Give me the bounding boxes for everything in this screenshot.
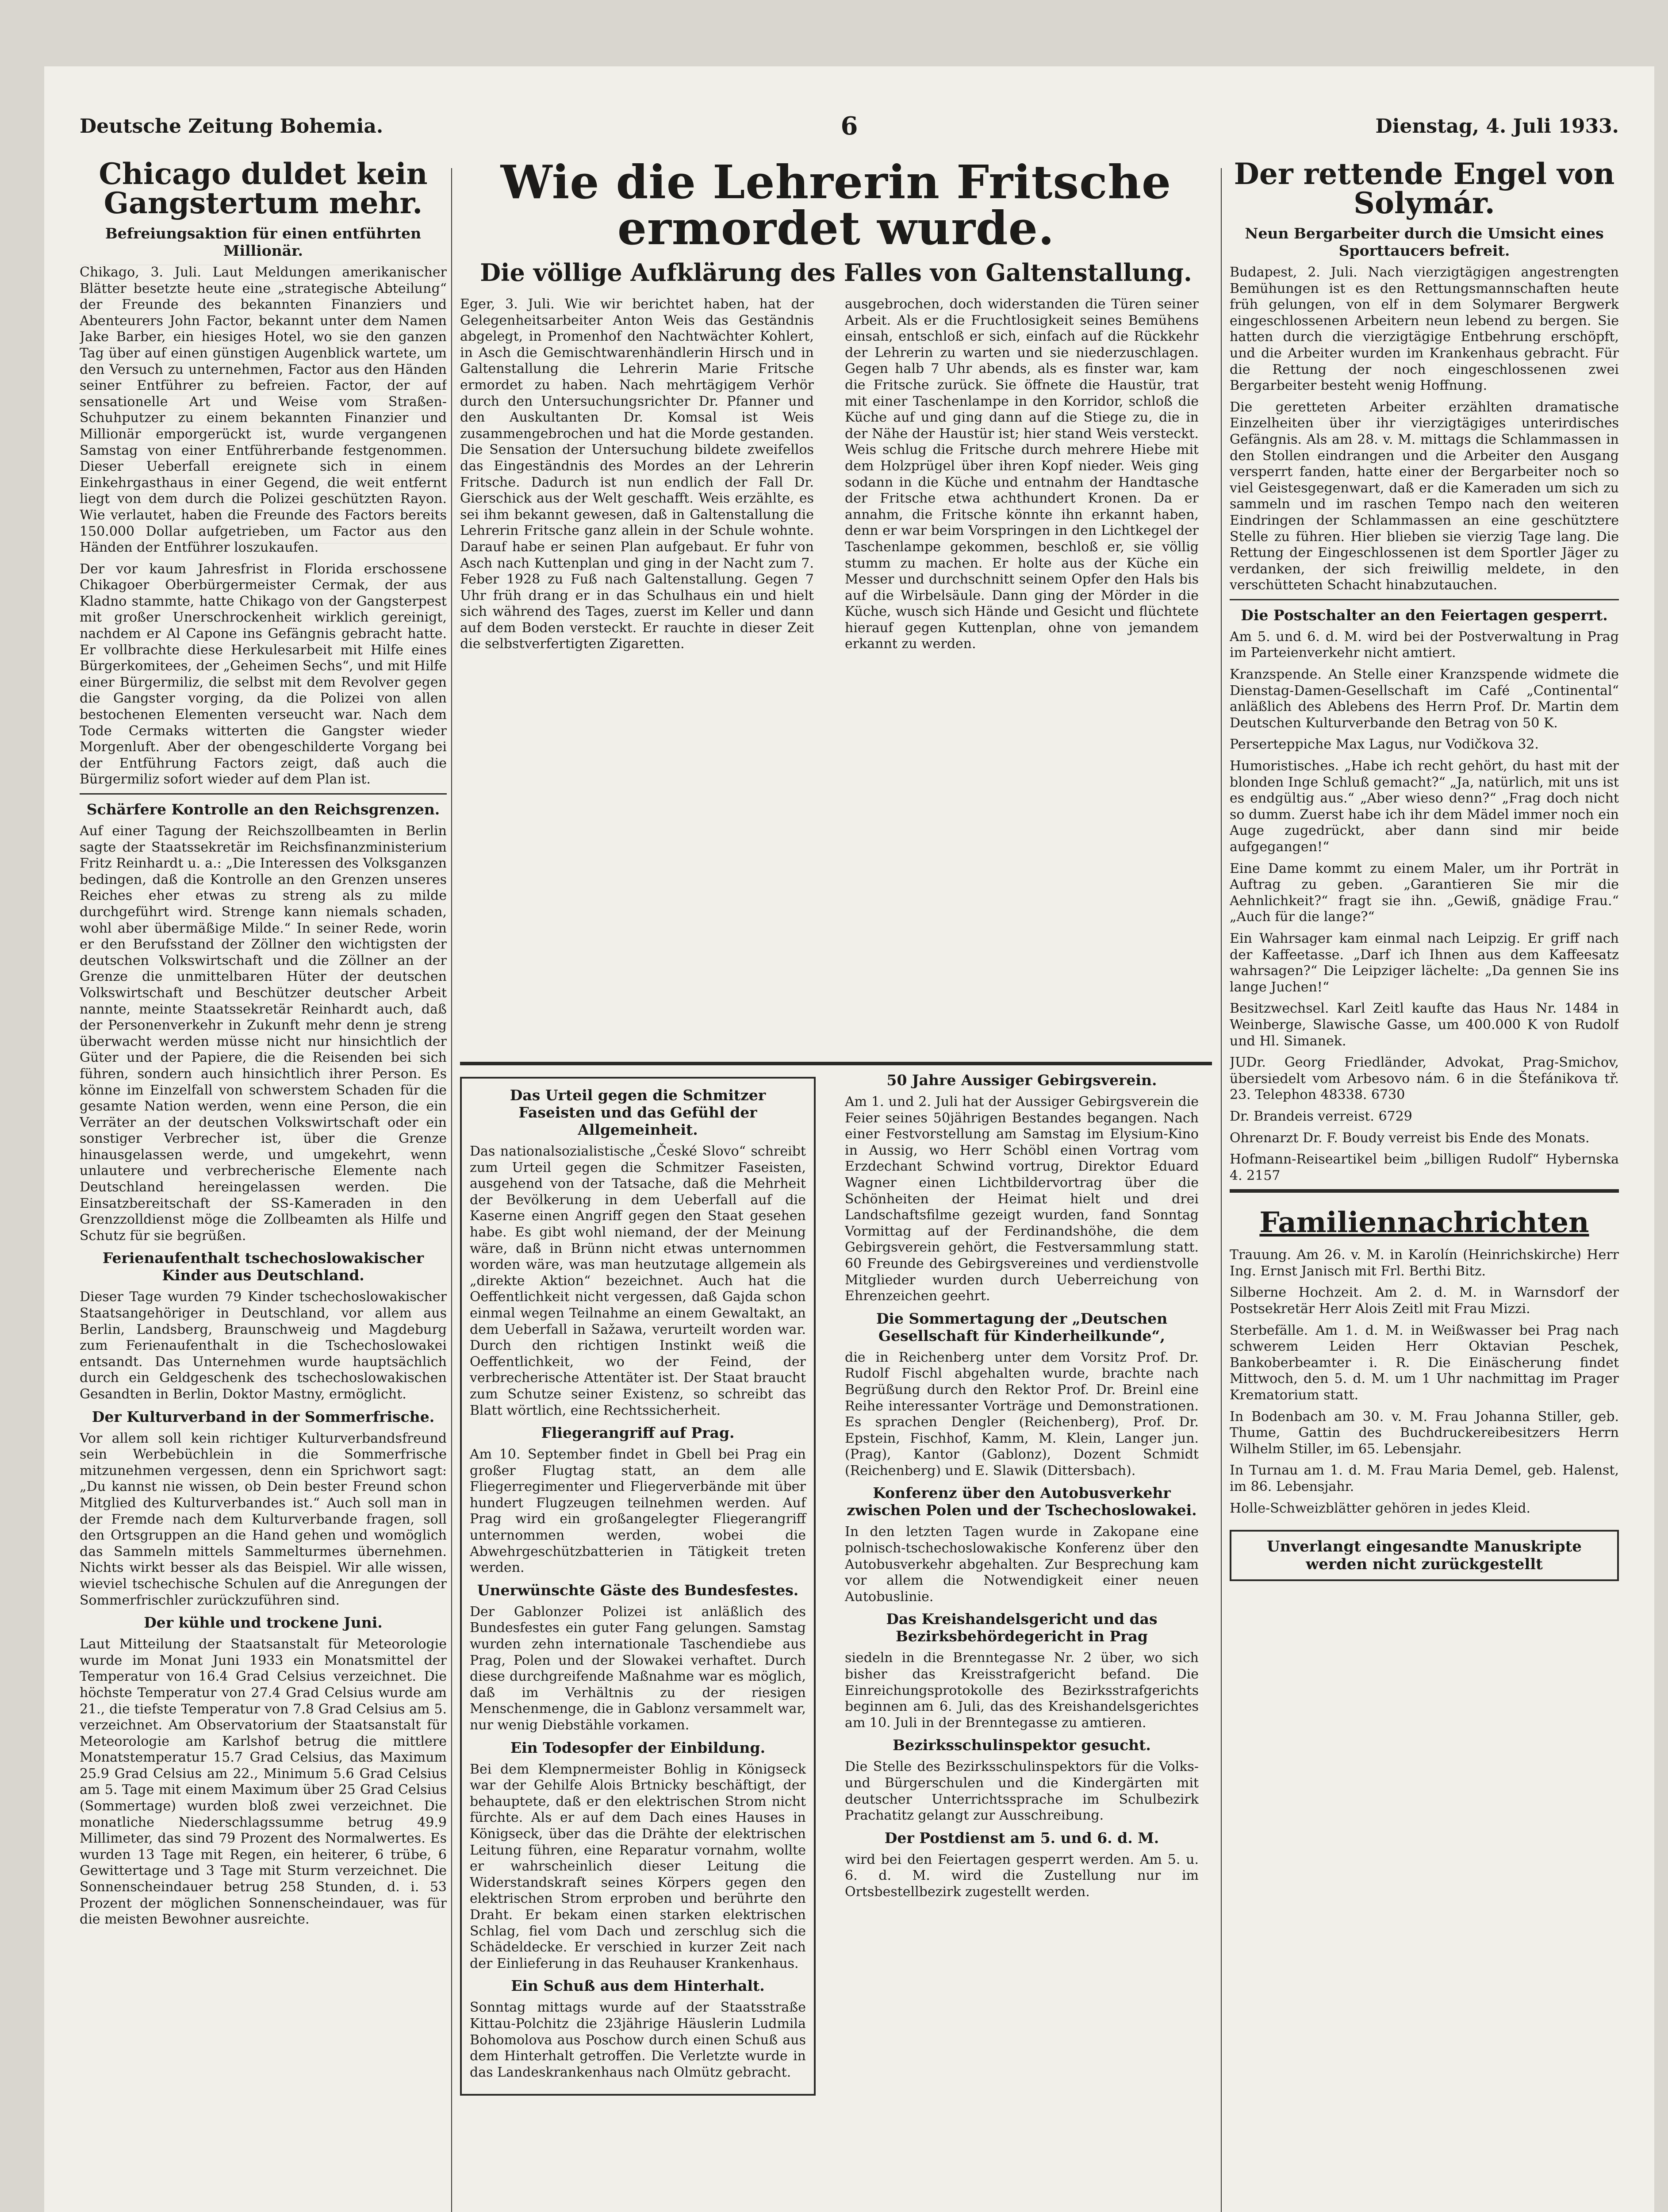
family-notice: In Turnau am 1. d. M. Frau Maria Demel, geb. Halenst, im 86. Lebensjahr. xyxy=(1230,1463,1619,1494)
notice-body: Am 5. und 6. d. M. wird bei der Postverwaltung in Prag im Parteienverkehr nicht amtiert. xyxy=(1230,629,1619,661)
article-body: Budapest, 2. Juli. Nach vierzigtägigen angestrengten Bemühungen ist es den Rettungsmannschaften heute früh gelungen, von elf in dem Solymarer Bergwerk eingeschlossenen Arbeitern neun lebend zu bergen. Sie hatten durch die vierzigtägige Entbehrung erschöpft, und die Arbeiter wurden im Krankenhaus gebracht. Für die Rettung der noch eingeschlossenen zwei Bergarbeiter besteht wenig Hoffnung. xyxy=(1230,265,1619,394)
advertisement xyxy=(1230,1109,1619,1125)
article-body: Chikago, 3. Juli. Laut Meldungen amerikanischer Blätter besetzte heute eine „strategische Abteilung“ der Freunde des bekannten Finanziers und Abenteurers John Factor, bekannt unter dem Namen Jake Barber, ein hiesiges Hotel, wo sie den ganzen Tag über auf einen günstigen Augenblick wartete, um den Versuch zu unternehmen, Factor aus den Händen seiner Entführer zu befreien. Factor, der auf sensationelle Art und Weise vom Straßen-Schuhputzer zu einem bekannten Finanzier und Millionär emporgerückt ist, wurde vergangenen Samstag von einer Entführerbande festgenommen. Dieser Ueberfall ereignete sich in einem Einkehrgasthaus in einer Gegend, die weit entfernt liegt von dem durch die Polizei geschützten Rayon. Wie verlautet, haben die Freunde des Factors bereits 150.000 Dollar aufgetrieben, um Factor aus den Händen der Entführer loszukaufen. xyxy=(80,265,447,556)
brief-body: wird bei den Feiertagen gesperrt werden. Am 5. u. 6. d. M. wird die Zustellung nur im Ortsbestellbezirk zugestellt werden. xyxy=(845,1851,1199,1900)
article-body: Die geretteten Arbeiter erzählten dramatische Einzelheiten über ihr vierzigtägiges unterirdisches Gefängnis. Als am 28. v. M. mittags die Schlammassen in den Stollen eindrangen und die Arbeiter den Ausgang versperrt fanden, hatte einer der Bergarbeiter noch so viel Geistesgegenwart, daß er die Kameraden um sich zu sammeln und im raschen Tempo nach den weiteren Eindringen der Schlammassen an eine geschütztere Stelle zu führen. Hier blieben sie vierzig Tage lang. Die Rettung der Eingeschlossenen ist dem Sportler Jäger zu verdanken, der sich freiwillig meldete, in den verschütteten Schacht hinabzutauchen. xyxy=(1230,399,1619,593)
lead-headline: Wie die Lehrerin Fritsche ermordet wurde. xyxy=(500,159,1172,255)
brief-headline: Unerwünschte Gäste des Bundesfestes. xyxy=(477,1581,799,1599)
brief-headline: Ein Schuß aus dem Hinterhalt. xyxy=(511,1977,765,1995)
notice-headline-post: Die Postschalter an den Feiertagen gesperrt. xyxy=(1241,606,1608,624)
humor-item: Eine Dame kommt zu einem Maler, um ihr Porträt in Auftrag zu geben. „Garantieren Sie mir die Aehnlichkeit?“ fragt sie ihn. „Gewiß, gnädige Frau.“ „Auch für die lange?“ xyxy=(1230,860,1619,925)
column-left xyxy=(80,159,447,2212)
column-center xyxy=(460,159,1212,2212)
brief-body: Das nationalsozialistische „České Slovo“ schreibt zum Urteil gegen die Schmitzer Faseisten, ausgehend von der Tatsache, daß die Mehrheit der Bevölkerung in dem Ueberfall auf die Kaserne einen Angriff gegen den Staat gesehen habe. Es gibt wohl niemand, der der Meinung wäre, daß in Brünn nicht etwas unternommen worden wäre, was man heutzutage allgemein als „direkte Aktion“ bezeichnet. Auch hat die Oeffentlichkeit nicht vergessen, daß Gajda schon einmal wegen Teilnahme an einem Gewaltakt, an dem Ueberfall in Sažawa, verurteilt worden war. Durch den richtigen Instinkt weiß die Oeffentlichkeit, wo der Feind, der verbrecherische Attentäter ist. Der Staat braucht zum Schutze seiner Existenz, so schreibt das Blatt wörtlich, eine Rechtssicherheit. xyxy=(470,1144,806,1418)
brief-body: In den letzten Tagen wurde in Zakopane eine polnisch-tschechoslowakische Konferenz über den Autobusverkehr abgehalten. Zur Besprechung kam vor allem die Notwendigkeit einer neuen Autobuslinie. xyxy=(845,1524,1199,1605)
ad-text: Hofmann-Reiseartikel beim „billigen Rudolf“ Hybernska 4. xyxy=(1230,1152,1619,1183)
advertisement xyxy=(1230,1152,1619,1184)
brief-headline: Konferenz über den Autobusverkehr zwischen Polen und der Tschechoslowakei. xyxy=(847,1484,1197,1519)
family-notice: In Bodenbach am 30. v. M. Frau Johanna Stiller, geb. Thume, Gattin des Buchdruckereibesitzers Herrn Wilhelm Stiller, im 65. Lebensjahr. xyxy=(1230,1409,1619,1457)
manuscript-notice: Unverlangt eingesandte Manuskripte werden nicht zurückgestellt xyxy=(1230,1530,1619,1581)
lead-story-column-1 xyxy=(460,296,814,658)
brief-body: siedeln in die Brenntegasse Nr. 2 über, wo sich bisher das Kreisstrafgericht befand. Die Einreichungsprotokolle des Bezirksstrafgerichts beginnen am 6. Juli, das des Kreishandelsgerichtes am 10. Juli in der Brenntegasse zu amtieren. xyxy=(845,1650,1199,1731)
article-headline-ferien: Ferienaufenthalt tschechoslowakischer Kinder aus Deutschland. xyxy=(102,1249,424,1284)
masthead xyxy=(80,111,1619,146)
section-rule xyxy=(1230,1189,1619,1193)
article-body: ausgebrochen, doch widerstanden die Türen seiner Arbeit. Als er die Fruchtlosigkeit seines Bemühens einsah, entschloß er sich, einfach auf die Rückkehr der Lehrerin zu warten und sie niederzuschlagen. Gegen halb 7 Uhr abends, als es finster war, kam die Fritsche zurück. Sie öffnete die Haustür, trat mit einer Taschenlampe in den Korridor, schloß die Küche auf und ging dann auf die Stiege zu, die in der Nähe der Haustür ist; hier stand Weis versteckt. Weis schlug die Fritsche durch mehrere Hiebe mit dem Holzprügel über ihren Kopf nieder. Weis ging sodann in die Küche und entnahm der Handtasche der Fritsche etwa achthundert Kronen. Da er annahm, die Fritsche könnte ihn erkannt haben, denn er war beim Vorspringen in den Lichtkegel der Taschenlampe gekommen, beschloß er, sie völlig stumm zu machen. Er holte aus der Küche ein Messer und durchschnitt seinem Opfer den Hals bis auf die Wirbelsäule. Dann ging der Mörder in die Küche, wusch sich Hände und Gesicht und flüchtete hierauf gegen Kuttenplan, ohne von jemandem erkannt zu werden. xyxy=(845,296,1199,652)
brief-body: Bei dem Klempnermeister Bohlig in Königseck war der Gehilfe Alois Brtnicky beschäftigt, der behauptete, daß er den elektrischen Strom nicht fürchte. Als er auf dem Dach eines Hauses in Königseck, über das die Drähte der elektrischen Leitung führen, eine Reparatur vornahm, wollte er wahrscheinlich dieser Leitung die Widerstandskraft seines Körpers gegen den elektrischen Strom erproben und berührte den Draht. Er bekam einen starken elektrischen Schlag, fiel vom Dach und zerschlug sich die Schädeldecke. Er verschied in kurzer Zeit nach der Einlieferung in das Reuhauser Krankenhaus. xyxy=(470,1761,806,1971)
brief-body: Die Stelle des Bezirksschulinspektors für die Volks- und Bürgerschulen und die Kindergärten mit deutscher Unterrichtssprache im Schulbezirk Prachatitz gelangt zur Ausschreibung. xyxy=(845,1759,1199,1824)
brief-headline: Bezirksschulinspektor gesucht. xyxy=(893,1736,1151,1754)
article-headline-kontrolle: Schärfere Kontrolle an den Reichsgrenzen. xyxy=(86,801,440,818)
humor-item: Humoristisches. „Habe ich recht gehört, du hast mit der blonden Inge Schluß gemacht?“ „Ja, natürlich, mit uns ist es endgültig aus.“ „Aber wieso denn?“ „Frag doch nicht so dumm. Zuerst habe ich ihr dem Mädel immer noch ein Auge zugedrückt, aber dann sind mir beide aufgegangen!“ xyxy=(1230,758,1619,855)
family-notice: Holle-Schweizblätter gehören in jedes Kleid. xyxy=(1230,1500,1531,1516)
column-divider xyxy=(451,168,452,2212)
article-headline-juni: Der kühle und trockene Juni. xyxy=(144,1614,383,1632)
ad-number: 6730 xyxy=(1371,1087,1405,1103)
family-notice: Trauung. Am 26. v. M. in Karolín (Heinrichskirche) Herr Ing. Ernst Janisch mit Frl. Berthi Bitz. xyxy=(1230,1247,1619,1279)
brief-headline: Die Sommertagung der „Deutschen Gesellschaft für Kinderheilkunde“, xyxy=(876,1310,1168,1344)
humor-item: Ein Wahrsager kam einmal nach Leipzig. Er griff nach der Kaffeetasse. „Darf ich Ihnen aus dem Kaffeesatz wahrsagen?“ Die Leipziger lächelte: „Da gennen Sie ins lange Juchen!“ xyxy=(1230,930,1619,995)
lead-subhead: Die völlige Aufklärung des Falles von Galtenstallung. xyxy=(480,258,1192,287)
brief-headline: Das Urteil gegen die Schmitzer Faseisten und das Gefühl der Allgemeinheit. xyxy=(510,1087,766,1138)
section-rule xyxy=(460,1062,1212,1065)
article-body: Laut Mitteilung der Staatsanstalt für Meteorologie wurde im Monat Juni 1933 ein Monatsmittel der Temperatur von 16.4 Grad Celsius verzeichnet. Die höchste Temperatur von 27.4 Grad Celsius wurde am 21., die tiefste Temperatur von 7.8 Grad Celsius am 5. verzeichnet. Am Observatorium der Staatsanstalt für Meteorologie am Karlshof betrug die mittlere Monatstemperatur 15.7 Grad Celsius, das Maximum 25.9 Grad Celsius am 22., Minimum 5.6 Grad Celsius am 5. Tage mit einem Maximum über 25 Grad Celsius (Sommertage) wurden bloß zwei verzeichnet. Die monatliche Niederschlagssumme betrug 49.9 Millimeter, das sind 79 Prozent des Normalwertes. Es wurden 13 Tage mit Regen, ein heiterer, 6 trübe, 6 Gewittertage und 3 Tage mit Sturm verzeichnet. Die Sonnenscheindauer betrug 258 Stunden, d. i. 53 Prozent der möglichen Sonnenscheindauer, was für die meisten Bewohner ausreichte. xyxy=(80,1636,447,1928)
article-subhead-chicago: Befreiungsaktion für einen entführten Millionär. xyxy=(105,225,422,259)
advertisement: Ohrenarzt Dr. F. Boudy verreist bis Ende des Monats. xyxy=(1230,1130,1590,1146)
news-briefs xyxy=(460,1071,1212,2212)
article-body: Vor allem soll kein richtiger Kulturverbandsfreund sein Werbebüchlein in die Sommerfrische mitzunehmen vergessen, denn ein Sprichwort sagt: „Du kannst nie wissen, ob Dein bester Freund schon Mitglied des Kulturverbandes ist.“ Auch soll man in der Fremde nach dem Kulturverbande fragen, soll den Ortsgruppen an die Hand gehen und womöglich das Sammeln mittels Sammelturmes übernehmen. Nichts wirkt besser als das Beispiel. Wir alle wissen, wieviel tschechische Schulen auf die Anregungen der Sommerfrischler zurückzuführen sind. xyxy=(80,1430,447,1608)
brief-headline: Der Postdienst am 5. und 6. d. M. xyxy=(884,1829,1159,1847)
article-body: Dieser Tage wurden 79 Kinder tschechoslowakischer Staatsangehöriger in Deutschland, vor allem aus Berlin, Landsberg, Braunschweig und Magdeburg zum Ferienaufenthalt in die Tschechoslowakei entsandt. Das Unternehmen wurde hauptsächlich durch ein Geldgeschenk des tschechoslowakischen Gesandten in Berlin, Doktor Mastny, ermöglicht. xyxy=(80,1289,447,1402)
ad-number: 2157 xyxy=(1246,1167,1281,1183)
notice-body: Besitzwechsel. Karl Zeitl kaufte das Haus Nr. 1484 in Weinberge, Slawische Gasse, um 400.000 K von Rudolf und Hl. Simanek. xyxy=(1230,1001,1619,1049)
brief-headline: Ein Todesopfer der Einbildung. xyxy=(510,1739,766,1756)
column-divider xyxy=(1221,168,1222,2212)
brief-headline: 50 Jahre Aussiger Gebirgsverein. xyxy=(886,1071,1157,1089)
column-right xyxy=(1230,159,1619,2212)
family-notice: Sterbefälle. Am 1. d. M. in Weißwasser bei Prag nach schwerem Leiden Herr Oktavian Peschek, Bankoberbeamter i. R. Die Einäscherung findet Mittwoch, den 5. d. M. um 1 Uhr nachmittag im Prager Krematorium statt. xyxy=(1230,1322,1619,1403)
section-rule xyxy=(1230,599,1619,600)
article-headline-kulturverband: Der Kulturverband in der Sommerfrische. xyxy=(92,1408,435,1425)
brief-body: Sonntag mittags wurde auf der Staatsstraße Kittau-Polchitz die 23jährige Häuslerin Ludmila Bohomolova aus Poschow durch einen Schuß aus dem Hinterhalt getroffen. Die Verletzte wurde in das Landeskrankenhaus nach Olmütz gebracht. xyxy=(470,2000,806,2080)
ad-text: JUDr. Georg Friedländer, Advokat, Prag-Smichov, übersiedelt vom Arbesovo nám. 6 in die Štefánikova tř. 23. Telephon 48338. xyxy=(1230,1055,1619,1103)
brief-body: Der Gablonzer Polizei ist anläßlich des Bundesfestes ein guter Fang gelungen. Samstag wurden zehn internationale Taschendiebe aus Prag, Polen und der Slowakei verhaftet. Durch diese durchgreifende Maßnahme war es möglich, daß im Verhältnis zu der riesigen Menschenmenge, die in Gablonz versammelt war, nur wenig Diebstähle vorkamen. xyxy=(470,1604,806,1733)
brief-body: die in Reichenberg unter dem Vorsitz Prof. Dr. Rudolf Fischl abgehalten wurde, brachte nach Begrüßung durch den Rektor Prof. Dr. Breinl eine Reihe interessanter Vorträge und Demonstrationen. Es sprachen Dengler (Reichenberg), Prof. Dr. Epstein, Fischhof, Kamm, M. Klein, Langer jun. (Prag), Kantor (Gablonz), Dozent Schmidt (Reichenberg) und E. Slawik (Dittersbach). xyxy=(845,1349,1199,1479)
article-body: Eger, 3. Juli. Wie wir berichtet haben, hat der Gelegenheitsarbeiter Anton Weis das Geständnis abgelegt, in Promenhof den Nachtwächter Kohlert, in Asch die Gemischtwarenhändlerin Hirsch und in Galtenstallung die Lehrerin Marie Fritsche ermordet zu haben. Nach mehrtägigem Verhör durch den Untersuchungsrichter Dr. Pfanner und den Auskultanten Dr. Komsal ist Weis zusammengebrochen und hat die Morde gestanden. Die Sensation der Untersuchung bildete zweifellos das Eingeständnis des Mordes an der Lehrerin Fritsche. Dadurch ist nun endlich der Fall Dr. Gierschick aus der Welt geschafft. Weis erzählte, es sei ihm bekannt gewesen, daß in Galtenstallung die Lehrerin Fritsche ganz allein in der Schule wohnte. Darauf habe er seinen Plan aufgebaut. Er fuhr von Asch nach Kuttenplan und ging in der Nacht zum 7. Feber 1928 zu Fuß nach Galtenstallung. Gegen 7 Uhr früh drang er in das Schulhaus ein und hielt sich während des Tages, zuerst im Keller und dann auf dem Boden versteckt. Er rauchte in dieser Zeit die selbstverfertigten Zigaretten. xyxy=(460,296,814,652)
family-notice: Silberne Hochzeit. Am 2. d. M. in Warnsdorf der Postsekretär Herr Alois Zeitl mit Frau Mizzi. xyxy=(1230,1285,1619,1317)
article-body: Auf einer Tagung der Reichszollbeamten in Berlin sagte der Staatssekretär im Reichsfinanzministerium Fritz Reinhardt u. a.: „Die Interessen des Volksganzen bedingen, daß die Kontrolle an den Grenzen unseres Reiches eher etwas zu streng als zu milde durchgeführt wird. Strenge kann niemals schaden, wohl aber übermäßige Milde.“ In seiner Rede, worin er den Berufsstand der Zöllner den wichtigsten der deutschen Volkswirtschaft und die Zöllner an der Grenze die unmittelbaren Hüter der deutschen Volkswirtschaft und Beschützer deutscher Arbeit nannte, meinte Staatssekretär Reinhardt auch, daß der Personenverkehr in Zukunft mehr denn je streng überwacht werden müsse nicht nur hinsichtlich der Güter und der Papiere, die die Reisenden bei sich führen, sondern auch hinsichtlich ihrer Person. Es könne im Einzelfall von schwerstem Schaden für die gesamte Nation werden, wenn eine Person, die ein Verräter an der deutschen Volkswirtschaft oder ein sonstiger Verbrecher ist, über die Grenze hinausgelassen werde, und umgekehrt, wenn unlautere und verbrecherische Elemente nach Deutschland hereingelassen werden. Die Einsatzbereitschaft der SS-Kameraden in den Grenzzolldienst möge die Zollbeamten als Hilfe und Schutz für sie begrüßen. xyxy=(80,823,447,1244)
ad-text: Dr. Brandeis verreist. xyxy=(1230,1108,1374,1124)
brief-body: Am 1. und 2. Juli hat der Aussiger Gebirgsverein die Feier seines 50jährigen Bestandes begangen. Nach einer Festvorstellung am Samstag im Elysium-Kino in Aussig, wo Herr Schöbl einen Vortrag vom Erzdechant Schwind vortrug, Direktor Eduard Wagner einen Lichtbildervortrag über die Schönheiten der Heimat hielt und drei Landschaftsfilme gezeigt wurden, fand Sonntag Vormittag auf der Ferdinandshöhe, die dem Gebirgsverein gehört, die Festversammlung statt. 60 Freunde des Gebirgsvereines und verdienstvolle Mitglieder wurden durch Ueberreichung von Ehrenzeichen geehrt. xyxy=(845,1094,1199,1304)
advertisement xyxy=(1230,1055,1619,1103)
boxed-column xyxy=(460,1077,816,2096)
newspaper-page xyxy=(44,66,1654,2212)
article-headline-chicago: Chicago duldet kein Gangstertum mehr. xyxy=(99,159,428,220)
newspaper-name: Deutsche Zeitung Bohemia. xyxy=(80,115,383,138)
brief-headline: Fliegerangriff auf Prag. xyxy=(541,1424,735,1442)
briefs-column xyxy=(845,1071,1199,1906)
article-subhead-solymar: Neun Bergarbeiter durch die Umsicht eines Sporttaucers befreit. xyxy=(1245,225,1604,259)
notice-body: Kranzspende. An Stelle einer Kranzspende widmete die Dienstag-Damen-Gesellschaft im Café „Continental“ anläßlich des Ablebens des Herrn Prof. Dr. Martin dem Deutschen Kulturverbande den Betrag von 50 K. xyxy=(1230,667,1619,731)
advertisement: Perserteppiche Max Lagus, nur Vodičkova 32. xyxy=(1230,737,1539,753)
family-notices-title: Familiennachrichten xyxy=(1259,1206,1589,1240)
lead-story-column-2 xyxy=(845,296,1199,658)
section-rule xyxy=(80,793,447,795)
issue-date: Dienstag, 4. Juli 1933. xyxy=(1375,115,1619,138)
page-number: 6 xyxy=(840,111,858,141)
article-body: Der vor kaum Jahresfrist in Florida erschossene Chikagoer Oberbürgermeister Cermak, der aus Kladno stammte, hatte Chikago von der Gangsterpest mit großer Unerschrockenheit wirklich gereinigt, nachdem er Al Capone ins Gefängnis gebracht hatte. Er vollbrachte diese Herkulesarbeit mit Hilfe eines Bürgerkomitees, der „Geheimen Sechs“, und mit Hilfe einer Bürgermiliz, die selbst mit dem Revolver gegen die Gangster vorging, da die Polizei von allen bestochenen Elementen verseucht war. Nach dem Tode Cermaks witterten die Gangster wieder Morgenluft. Aber der obengeschilderte Vorgang bei der Entführung Factors zeigt, daß auch die Bürgermiliz sofort wieder auf dem Plan ist. xyxy=(80,561,447,787)
ad-number: 6729 xyxy=(1378,1108,1412,1124)
brief-headline: Das Kreishandelsgericht und das Bezirksbehördegericht in Prag xyxy=(886,1610,1158,1645)
lead-story xyxy=(460,296,1212,1057)
article-headline-solymar: Der rettende Engel von Solymár. xyxy=(1234,159,1615,220)
brief-body: Am 10. September findet in Gbell bei Prag ein großer Flugtag statt, an dem alle Fliegerregimenter und Fliegerverbände mit über hundert Flugzeugen teilnehmen werden. Auf Prag wird ein großangelegter Fliegerangriff unternommen werden, wobei die Abwehrgeschützbatterien in Tätigkeit treten werden. xyxy=(470,1447,806,1576)
